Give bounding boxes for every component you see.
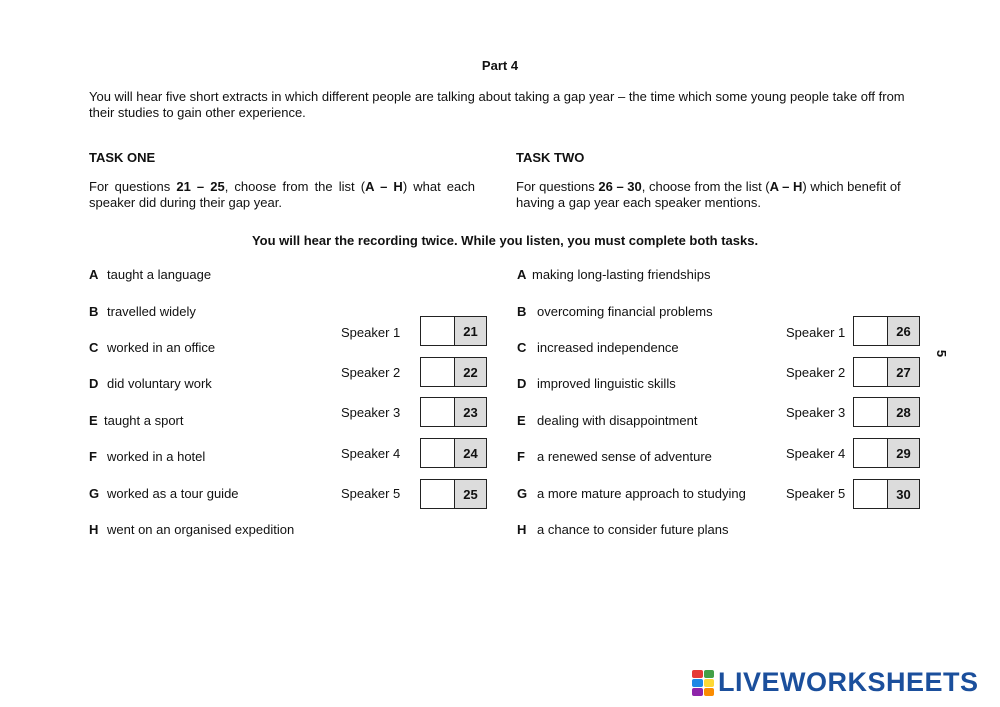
answer-box-22[interactable]: [420, 357, 487, 387]
task-two-speaker-3-label: Speaker 3: [786, 405, 846, 420]
question-number: 28: [888, 398, 919, 426]
task-two-speaker-4-label: Speaker 4: [786, 446, 846, 461]
answer-input[interactable]: [421, 317, 455, 345]
option-letter: A: [89, 267, 99, 282]
instr-text: For questions: [89, 179, 177, 194]
option-letter: E: [517, 413, 526, 428]
instr-range: 21 – 25: [176, 179, 225, 194]
answer-box-27[interactable]: [853, 357, 920, 387]
option-letter: F: [517, 449, 525, 464]
answer-box-21[interactable]: [420, 316, 487, 346]
option-letter: E: [89, 413, 98, 428]
option-letter: D: [89, 376, 99, 391]
task-two-option-h: [517, 522, 729, 537]
answer-box-28[interactable]: [853, 397, 920, 427]
instr-range: 26 – 30: [598, 179, 642, 194]
task-two-instructions: [516, 179, 916, 211]
answer-box-30[interactable]: [853, 479, 920, 509]
answer-box-25[interactable]: [420, 479, 487, 509]
option-letter: H: [517, 522, 527, 537]
liveworksheets-logo[interactable]: [692, 667, 979, 698]
instr-letters: A – H: [769, 179, 803, 194]
task-one-option-e: [89, 413, 184, 428]
task-one-speaker-4-label: Speaker 4: [341, 446, 401, 461]
option-letter: G: [517, 486, 528, 501]
task-one-instructions: [89, 179, 475, 211]
question-number: 30: [888, 480, 919, 508]
task-one-speaker-1-label: Speaker 1: [341, 325, 401, 340]
task-two-speaker-2-label: Speaker 2: [786, 365, 846, 380]
option-letter: A: [517, 267, 527, 282]
option-text: did voluntary work: [107, 376, 212, 391]
question-number: 24: [455, 439, 486, 467]
option-text: worked as a tour guide: [107, 486, 239, 501]
answer-input[interactable]: [421, 358, 455, 386]
task-one-option-d: [89, 376, 212, 391]
answer-box-29[interactable]: [853, 438, 920, 468]
answer-input[interactable]: [421, 439, 455, 467]
answer-input[interactable]: [854, 358, 888, 386]
instr-text: , choose from the list (: [641, 179, 770, 194]
page-title: Part 4: [481, 58, 519, 73]
question-number: 21: [455, 317, 486, 345]
option-letter: B: [89, 304, 99, 319]
intro-text: You will hear five short extracts in which different people are talking about taking a gap year – the time which some young people take off from their studies to gain other experience.: [89, 89, 905, 120]
question-number: 22: [455, 358, 486, 386]
task-two-option-c: [517, 340, 679, 355]
option-letter: C: [517, 340, 527, 355]
instr-text: For questions: [516, 179, 599, 194]
option-letter: B: [517, 304, 527, 319]
task-one-option-c: [89, 340, 215, 355]
page-number: 5: [934, 349, 950, 358]
option-letter: D: [517, 376, 527, 391]
recording-note: You will hear the recording twice. While you listen, you must complete both tasks.: [251, 233, 759, 248]
task-one-heading: TASK ONE: [89, 150, 156, 165]
question-number: 23: [455, 398, 486, 426]
instr-text: ) which benefit of having a gap year each speaker mentions.: [516, 179, 901, 210]
option-letter: C: [89, 340, 99, 355]
option-letter: G: [89, 486, 100, 501]
task-two-speaker-5-label: Speaker 5: [786, 486, 846, 501]
task-one-speaker-2-label: Speaker 2: [341, 365, 401, 380]
option-text: taught a language: [107, 267, 212, 282]
task-one-option-g: [89, 486, 239, 501]
option-text: dealing with disappointment: [537, 413, 698, 428]
instr-letters: A – H: [365, 179, 403, 194]
answer-input[interactable]: [854, 439, 888, 467]
option-text: a chance to consider future plans: [537, 522, 729, 537]
question-number: 27: [888, 358, 919, 386]
task-one-speaker-3-label: Speaker 3: [341, 405, 401, 420]
question-number: 29: [888, 439, 919, 467]
task-one-option-b: [89, 304, 196, 319]
logo-square: [692, 670, 703, 678]
option-text: worked in a hotel: [107, 449, 206, 464]
logo-square: [692, 688, 703, 696]
answer-input[interactable]: [421, 398, 455, 426]
task-two-heading: TASK TWO: [516, 150, 585, 165]
option-letter: H: [89, 522, 99, 537]
option-text: worked in an office: [107, 340, 216, 355]
option-text: a more mature approach to studying: [537, 486, 746, 501]
option-text: improved linguistic skills: [537, 376, 676, 391]
logo-mark-icon: [692, 670, 714, 696]
instr-text: ) what each speaker did during their gap year.: [89, 179, 476, 210]
task-one-option-a: [89, 267, 211, 282]
logo-square: [704, 679, 715, 687]
answer-box-23[interactable]: [420, 397, 487, 427]
question-number: 26: [888, 317, 919, 345]
task-two-option-e: [517, 413, 697, 428]
option-text: taught a sport: [104, 413, 184, 428]
option-letter: F: [89, 449, 97, 464]
option-text: making long-lasting friendships: [532, 267, 711, 282]
option-text: a renewed sense of adventure: [537, 449, 712, 464]
question-number: 25: [455, 480, 486, 508]
task-one-speaker-5-label: Speaker 5: [341, 486, 401, 501]
logo-square: [704, 670, 715, 678]
answer-input[interactable]: [421, 480, 455, 508]
task-two-option-a: [517, 267, 710, 282]
logo-square: [692, 679, 703, 687]
answer-box-26[interactable]: [853, 316, 920, 346]
option-text: went on an organised expedition: [107, 522, 295, 537]
task-two-option-d: [517, 376, 676, 391]
task-two-option-b: [517, 304, 713, 319]
option-text: overcoming financial problems: [537, 304, 713, 319]
logo-square: [704, 688, 715, 696]
answer-input[interactable]: [854, 480, 888, 508]
option-text: travelled widely: [107, 304, 196, 319]
answer-input[interactable]: [854, 398, 888, 426]
instr-text: , choose from the list (: [224, 179, 366, 194]
answer-input[interactable]: [854, 317, 888, 345]
task-two-option-f: [517, 449, 712, 464]
answer-box-24[interactable]: [420, 438, 487, 468]
logo-text: LIVEWORKSHEETS: [718, 667, 979, 697]
option-text: increased independence: [537, 340, 679, 355]
task-one-option-f: [89, 449, 205, 464]
task-one-option-h: [89, 522, 294, 537]
task-two-option-g: [517, 486, 746, 501]
task-two-speaker-1-label: Speaker 1: [786, 325, 846, 340]
